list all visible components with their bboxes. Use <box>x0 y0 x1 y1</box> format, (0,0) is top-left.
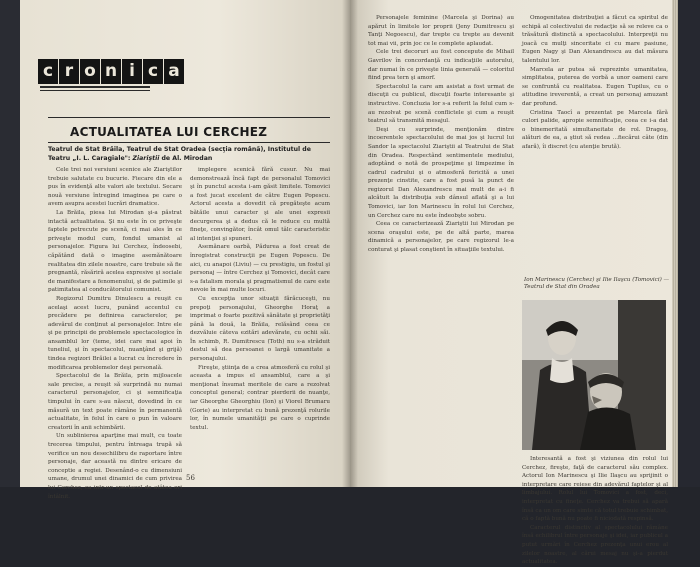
book-cover-left <box>0 0 20 487</box>
paragraph: Ceea ce caracterizează Ziariştii lui Mirodan pe scena oraşului este, pe de altă parte, marea dinamică a personajelor, pe care regizorul le-a conturat şi plasat conştient în situaţiile textului. <box>368 221 514 254</box>
paragraph: Cu excepţia unor situaţii fărăcuceşti, nu prepoţi personajului, Gheorghe Horaţ a imprimat o foarte pozitivă sănătate şi proprietăţi până la două, la Brăila, relăsând ceea ce dezvăluie câteva ezitări adevărate, cu ochii săi. În schimb, R. Dumitrescu (Toth) nu s-a străduit destul să dea persoanei o largă umanitate a personajului. <box>190 295 330 363</box>
paragraph: Regizorul Dumitru Dinulescu a reuşit cu acelaşi acest lucru, punând accentul cu precădere pe definirea caracterelor, pe adevărul de conţinut al personajelor. Intre ele şi pe principii de problemele spectacologice în ansamblul lor (teme, idei care mai apoi în tuneliul, şi în spectacolul, nuanţând şi grijă) tindea regizori Brăilei a lucrat cu încredere în modificarea problemelor deşi personală. <box>48 295 182 371</box>
subtitle-prefix: Teatrul de Stat Brăila, Teatrul de Stat Oradea (secţia română), Institutul de Teatru „I. L. Caragiale": <box>48 146 311 162</box>
paragraph: Personajele feminine (Marcela şi Dorina) au apărut în limitele lor proprii (Jeny Dumitrescu şi Tanţi Negoescu), dar trepte cu trepte au devenit tot mai vii, prin joc ce le complete aplaudat. <box>368 15 514 47</box>
article-subtitle <box>48 146 330 163</box>
actor-body-2 <box>580 407 636 450</box>
paragraph: Un sublinierea aparţine mai mult, cu toate trecerea timpului, pentru întreaga trupă să verifice un nou desechilibru de raportare între personaje, dar această nu dintre ericare de conceptie a regiei. Desenând-o cu dimensiuni umane, drumul unei dinamici de cum privirea lui Cerchez, ca intr-un spectacol de atâtea ori întâlnit. <box>48 433 182 500</box>
title-rule-top <box>48 117 330 118</box>
paragraph: Caracterul distinctiv al spectacolului rămâne însă echilibrul între personaje şi idei, iar publicul a putut urmări în Cerchez prezenţa unui erou al zilelor noastre, al cărui mesaj nu şi-a pierdut actualitatea. <box>522 524 668 566</box>
text-column-right-2 <box>522 14 668 272</box>
masthead-letter: c <box>38 59 58 84</box>
text-column-right-1 <box>368 14 514 469</box>
text-column-right-tail <box>522 455 668 566</box>
book-cover-right <box>678 0 700 487</box>
paragraph: Fireşte, ştiinţa de a crea atmosferă cu rolul şi aceasta a impus el ansamblul, care a şi menţionat însumat meritele de care a rezolvat conceptul general; contrar pierderii de nuanţe, iar Gheorghe Gheorghiu (Ion) şi Viorel Brumaru (Gorie) au interpretat cu bună prezenţă rolurile lor, în numele umanităţii pe care o cuprinde textul. <box>190 364 330 431</box>
page-edges <box>672 0 678 487</box>
book-gutter <box>342 0 358 487</box>
article-title: ACTUALITATEA LUI CERCHEZ <box>70 125 268 139</box>
paragraph: implegere scenică fără cusur. Nu mai demonstrează încă fapt de personalul Tomovici şi în punctul acesta i-am găsit limitele. Tomovici a fost jucat excelent de către Eugen Popescu. Actorul acesta a dovedit că pregăteşte acum bătăile unui caracter şi ale unei expresii decurgerea şi a dedus că le reduce cu multă fineţe, convingător, încât omul tâlc caracteristic al intenţiei şi spuneri. <box>190 167 330 242</box>
paragraph: Spectacolul la care am asistat a fost urmat de discuţii cu publicul, discuţii foarte interesante şi instructive. Concluzia lor s-a referit la felul cum s-au rezolvat pe scenă conflictele şi cum a reuşit teatrul să transmită mesajul. <box>368 83 514 125</box>
paragraph: Asemănare oarbă, Pădurea a fost creat de înregistrat construcţii pe Eugen Popescu. De aici, cu anapoi (Liviu) — cu prestigiu, un fostul şi personaj — între Cerchez şi Tomovici, decât care s-a fatalism morala şi pragmatismul de care este nevoie în mai multe locuri. <box>190 244 330 294</box>
paragraph: Interesantă a fost şi viziunea din rolul lui Cerchez, fireşte, faţă de caracterul său complex. Actorul Ion Marinescu şi Ilie Ilaşcu au sprijinit o interpretare care reiese din adevărul faptelor şi al limbajului. Rolul lui Tomovici a fost, deci, interpretat cu fineţe. Cerchez va trebui să apară însă ca un om care simte că totul trebuie schimbat, că o faptă bună nu poate fi niciodată respinsă. <box>522 456 668 523</box>
masthead-letter: n <box>101 59 121 84</box>
masthead-letter: a <box>164 59 184 84</box>
paragraph: Cristina Taocî a prezentat pe Marcela fără culori palide, apropie semnificaţie, ceea ce i-a dat o binemeritată simultaneitate de rol. Dragoş, alături de ea, a ştiut să redea ...fiecărui câte (din afară), îi discret (cu atenţie brută). <box>522 109 668 150</box>
paragraph: Deşi cu surprinde, menţionăm dintre incoerentele spectacolului de mai jos şi lucrul lui Sandor la spectacolul Ziariştii al Teatrului de Stat din Oradea. Respectând sentimentele mediului, adoptând o notă de prospeţime şi limpezime în cadrul cadrului şi o atmosferă fericită a unei prezenţe cinstite, care a fost pusă la punct de regizorul Dan Alexandrescu mai mult de a-i fi alcătuit la distribuţia sub dânsul aflată şi a lui Tomovici, iar Ion Marinescu în rolul lui Cerchez, un Cerchez care nu este îndeobşte sobru. <box>368 126 514 219</box>
masthead-letter: i <box>122 59 142 84</box>
photo-caption: Ion Marinescu (Cerchez) şi Ilie Ilaşcu (Tomovici) — Teatrul de Stat din Oradea <box>524 277 670 291</box>
subtitle-suffix: de Al. Mirodan <box>159 154 213 162</box>
production-photo <box>522 300 666 450</box>
masthead-letter: c <box>143 59 163 84</box>
text-column-left <box>48 166 182 500</box>
masthead-rule <box>40 86 150 88</box>
title-rule-bottom <box>48 142 330 143</box>
text-column-middle <box>190 166 330 466</box>
paragraph: Omogenitatea distribuţiei a făcut ca spiritul de echipă al colectivului de redacţie să se releve ca o trăsătură distinctă a spectacolului. Interpreţii nu joacă cu mulţi sinceritate ci cu mare pasiune, Eugen Nagy şi Dan Alexandrescu au dat măsura talentului lor. <box>522 15 668 64</box>
masthead-letter: r <box>59 59 79 84</box>
paragraph: Cele trei decoruri au fost concepute de Mihail Gavrilov în concordanţă cu indicaţiile autorului, dar numai în ce priveşte linia generală — coloritul fiind prea tern şi amorf. <box>368 49 514 82</box>
masthead-letter: o <box>80 59 100 84</box>
subtitle-play: Ziariştii <box>132 154 160 162</box>
masthead-rule-thin <box>40 90 150 91</box>
paragraph: La Brăila, piesa lui Mirodan şi-a păstrat intactă actualitatea. Şi nu este în ce priveşte faptele petrecute pe scenă, ci mai ales în ce priveşte modul cum, fondul umanist al personajelor. Figura lui Cerchez, îndeosebi, căpătând dată o imagine asemănătoare realitatea din zilele noastre, care trebuie să fie pregnantă, răsăriră acelea expresive şi sociale de manifestare a fenomenului, şi de patimile şi patimitatea al conducătorului comunist. <box>48 209 182 294</box>
section-masthead <box>38 59 184 84</box>
paragraph: Marcela ar putea să reprezinte umanitatea, simplitatea, puterea de vorbă a unor oameni care se confruntă cu realitatea. Eugen Tupilus, cu o atitudine ireverentă, a creat un personaj amuzant dar profund. <box>522 66 668 107</box>
paragraph: Spectacolul de la Brăila, prin mijloacele sale precise, a reuşit să surprindă nu numai caracterul personajelor, ci şi semnificaţia timpului în care s-au născut, dovedind în ce măsură un text poate rămâne în permanentă actualitate, în felul în care o pun în valoare creatorii în anii schimbării. <box>48 373 182 431</box>
photo-illustration <box>522 300 666 450</box>
paragraph: Cele trei noi versiuni scenice ale Ziariştilor trebuie salutate cu bucurie. Fiecare din ele a pus în evidenţă alte valori ale textului. Secare nouă versiune întregind imaginea pe care o avem asupra acestei lucrări dramatice. <box>48 167 182 208</box>
page-number-left: 56 <box>186 474 195 482</box>
